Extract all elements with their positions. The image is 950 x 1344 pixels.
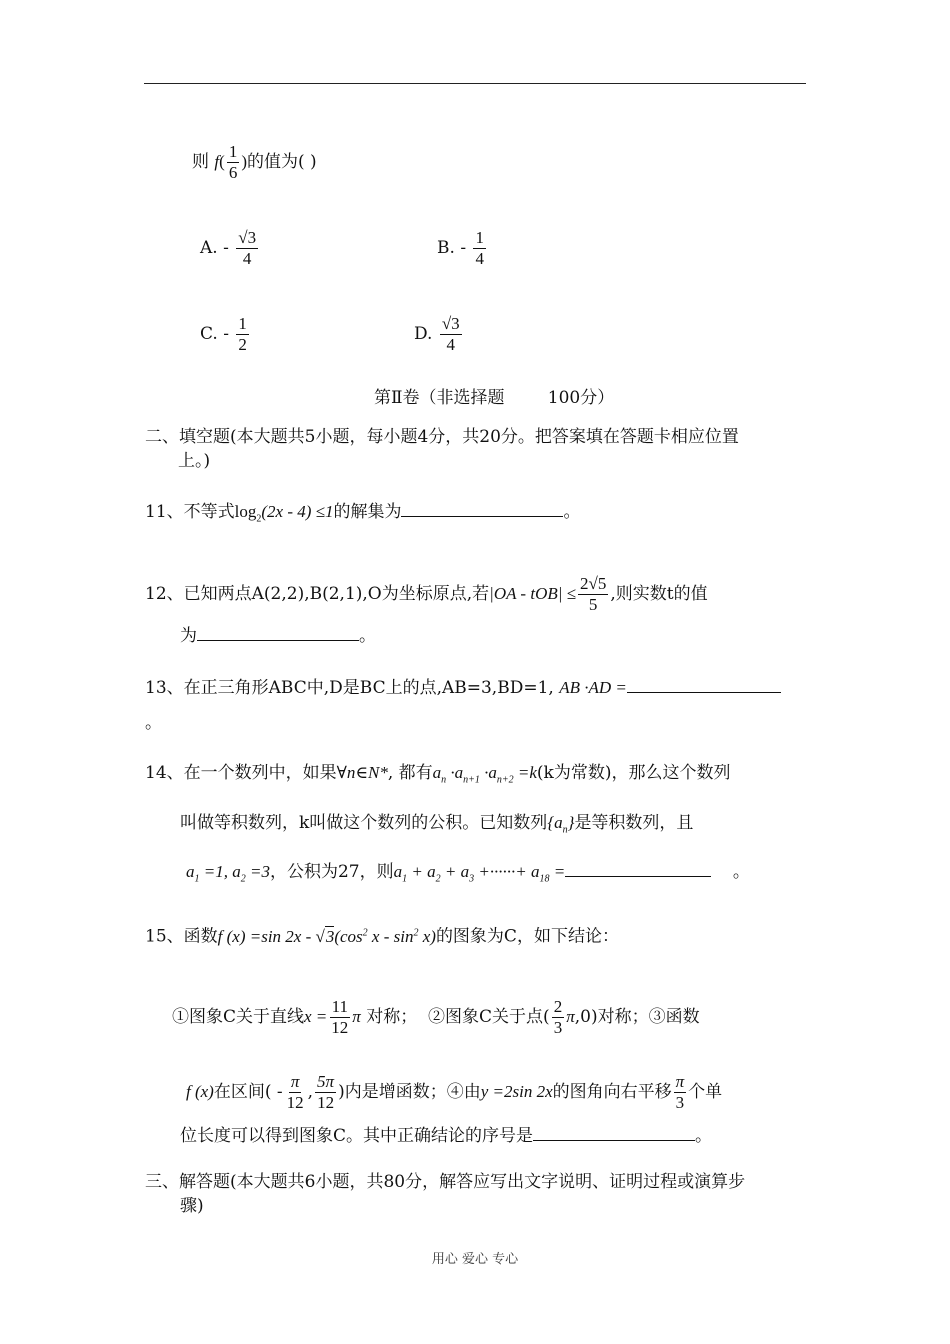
q15-function: f (x) =sin $2x - √3(\cos^2$ x - $\sin^2 x$) [217, 926, 436, 946]
option-a-fraction: $\frac{√3}{4}$ [238, 228, 257, 268]
q10-suffix: 的值为( ) [246, 152, 317, 172]
q14-sequence: $\{a_n\}$ [547, 813, 575, 836]
q10-arg-fraction: $\frac{1}{6}$ [228, 142, 238, 182]
option-c-fraction: $\frac{1}{2}$ [238, 314, 247, 354]
q15-line1: 15、函数f (x) =sin $2x - √3(\cos^2$ x - $\sin^2 x$)的图象为C，如下结论： [145, 926, 619, 947]
q12: 12、已知两点A(2,2),B(2,1),O为坐标原点,若|OA - tOB| ≤ $\frac{2√5}{5}$ ,则实数t的值 [145, 574, 708, 614]
q14-sum-expr: $a_1 + a_2 + a_3$ +······+ $a_{18}$ = [393, 862, 566, 885]
section2-title: 第Ⅱ卷（非选择题 100分） [374, 388, 615, 408]
q10-prefix: 则 [192, 152, 209, 172]
q15-answer-blank[interactable] [533, 1124, 695, 1141]
q14-line1: 14、在一个数列中，如果∀n∈N*, 都有$a_n \cdot a_{n+1} \cdot a_{n+2} =k(k$为常数)，那么这个数列 [145, 763, 731, 786]
q14-answer-blank[interactable] [565, 860, 711, 877]
q11: 11、不等式$\log_2(2x - 4) \le 1$的解集为 。 [145, 502, 581, 525]
q13-end: 。 [145, 713, 162, 733]
part3-heading-cont: 骤) [180, 1196, 204, 1216]
q15-c2-fraction: $\frac{2}{3}$ [553, 997, 563, 1037]
q14-product-expr: $a_n \cdot a_{n+1} \cdot a_{n+2} =k$ [432, 763, 537, 786]
q12-vector-expr: |OA - tOB| ≤ [489, 584, 576, 603]
option-d: D. $\frac{√3}{4}$ [414, 314, 460, 354]
q14-forall: ∀n∈N* [336, 763, 388, 782]
option-b: B. - $\frac{1}{4}$ [437, 228, 484, 268]
q14-initial-terms: $a_1 =1$, $a_2 =3$ [186, 862, 270, 885]
option-a: A. - $\frac{√3}{4}$ [200, 228, 257, 268]
option-c: C. - $\frac{1}{2}$ [200, 314, 247, 354]
q15-c3-fraction1: $\frac{\pi}{12}$ [286, 1072, 304, 1112]
q10-func: f [214, 152, 220, 171]
q15-line3: f (x)在区间( - $\frac{\pi}{12}$ , $\frac{5\pi}{12}$ )内是增函数；④由y =2sin 2x的图角向右平移 $\frac{\pi}{3}$ 个单 [186, 1072, 723, 1112]
part2-heading-cont: 上。) [178, 451, 211, 471]
page-footer: 用心 爱心 专心 [431, 1252, 519, 1267]
q15-line4: 位长度可以得到图象C。其中正确结论的序号是 。 [180, 1126, 713, 1146]
option-b-fraction: $\frac{1}{4}$ [475, 228, 484, 268]
q14-line3: $a_1 =1$, $a_2 =3$，公积为27，则$a_1 + a_2 + a_3$ +······+ $a_{18}$ = 。 [186, 862, 750, 885]
q12-cont: 为 。 [180, 626, 376, 646]
q15-c3-fraction2: $\frac{5\pi}{12}$ [317, 1072, 335, 1112]
header-rule [144, 83, 806, 84]
q13-answer-blank[interactable] [627, 676, 781, 693]
q11-answer-blank[interactable] [401, 500, 563, 517]
q12-fraction: $\frac{2√5}{5}$ [579, 574, 607, 614]
part2-heading: 二、填空题(本大题共5小题，每小题4分，共20分。把答案填在答题卡相应位置 [145, 427, 739, 447]
q15-line2: ①图象C关于直线x = $\frac{11}{12}$ π 对称； ②图象C关于点( $\frac{2}{3}$ π,0)对称；③函数 [172, 997, 700, 1037]
q14-line2: 叫做等积数列，k叫做这个数列的公积。已知数列$\{a_n\}$是等积数列，且 [180, 813, 694, 836]
q15-c1-fraction: $\frac{11}{12}$ [331, 997, 349, 1037]
q13-dot-product: AB ·AD = [559, 678, 627, 697]
part3-heading: 三、解答题(本大题共6小题，共80分，解答应写出文字说明、证明过程或演算步 [145, 1172, 746, 1192]
q12-answer-blank[interactable] [197, 624, 359, 641]
q15-c4-fraction: $\frac{\pi}{3}$ [675, 1072, 685, 1112]
q10-stem: 则 f( $\frac{1}{6}$ )的值为( ) [192, 142, 317, 182]
q13: 13、在正三角形ABC中,D是BC上的点,AB=3,BD=1, AB ·AD = [145, 676, 781, 699]
option-d-fraction: $\frac{√3}{4}$ [441, 314, 460, 354]
